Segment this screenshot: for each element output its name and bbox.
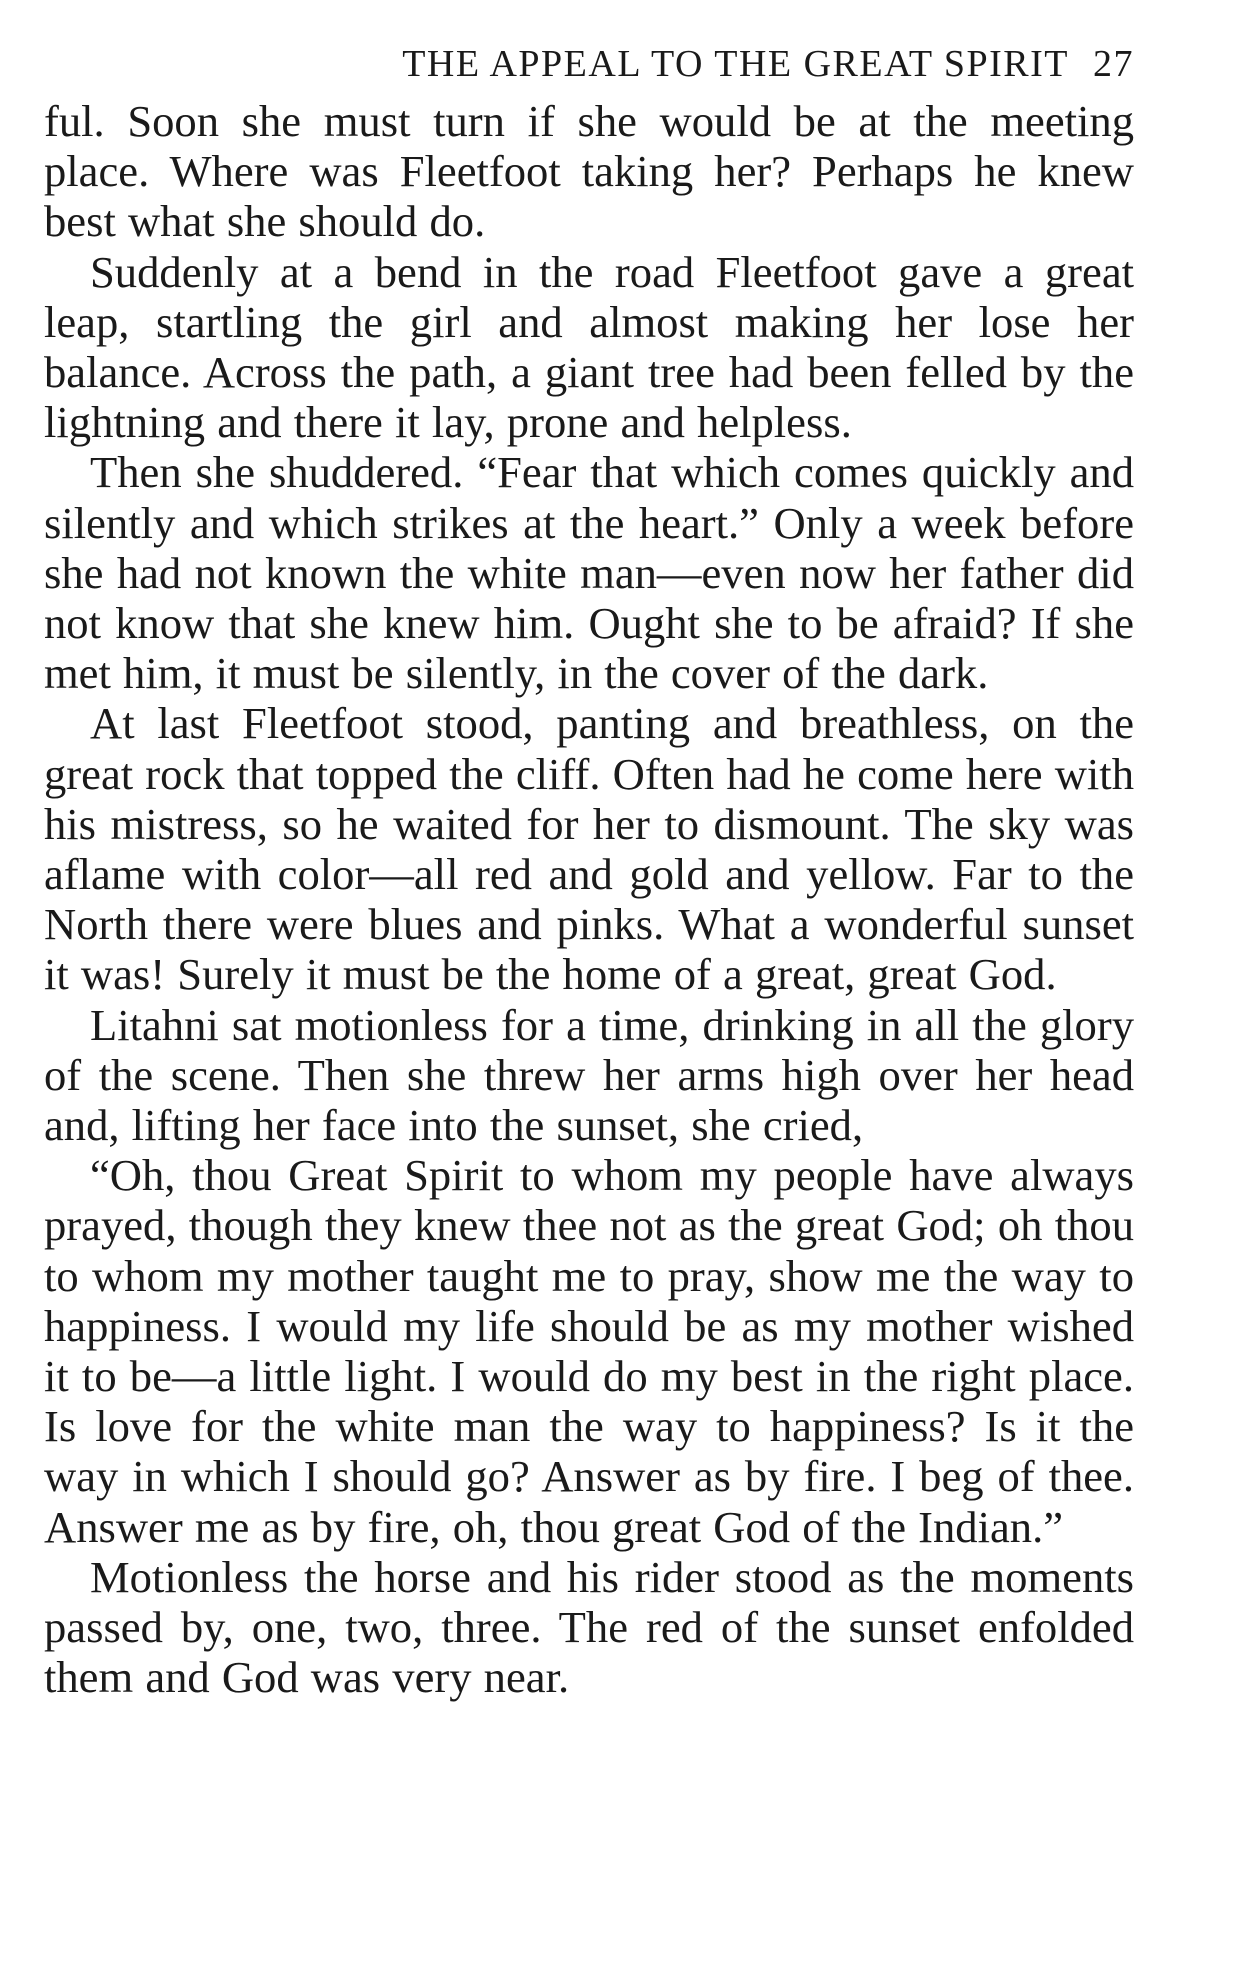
body-text xyxy=(44,96,1134,1703)
paragraph: Litahni sat motionless for a time, drinking in all the glory of the scene. Then she threw her arms high over her head and, lifting her face into the sunset, she cried, xyxy=(44,999,1134,1151)
running-head xyxy=(44,38,1134,90)
paragraph: Suddenly at a bend in the road Fleetfoot gave a great leap, startling the girl and almost making her lose her balance. Across the path, a giant tree had been felled by the lightning and there it lay, prone and helpless. xyxy=(44,246,1134,448)
paragraph-continuation: ful. Soon she must turn if she would be at the meeting place. Where was Fleetfoot taking her? Perhaps he knew best what she should do. xyxy=(44,96,1134,247)
paragraph: Then she shuddered. “Fear that which comes quickly and silently and which strikes at the heart.” Only a week before she had not known the white man—even now her father did not know that she knew him. Ought she to be afraid? If she met him, it must be silently, in the cover of the dark. xyxy=(44,447,1134,699)
book-page xyxy=(44,38,1134,1703)
running-title: THE APPEAL TO THE GREAT SPIRIT xyxy=(402,43,1069,85)
page-number: 27 xyxy=(1093,43,1134,85)
paragraph-prayer: “Oh, thou Great Spirit to whom my people have always prayed, though they knew thee not as the great God; oh thou to whom my mother taught me to pray, show me the way to happiness. I would my life should be as my mother wished it to be—a little light. I would do my best in the right place. Is love for the white man the way to happiness? Is it the way in which I should go? Answer as by fire. I beg of thee. Answer me as by fire, oh, thou great God of the Indian.” xyxy=(44,1150,1134,1552)
paragraph: At last Fleetfoot stood, panting and breathless, on the great rock that topped the cliff. Often had he come here with his mistress, so he waited for her to dismount. The sky was aflame with color—all red and gold and yellow. Far to the North there were blues and pinks. What a wonderful sunset it was! Surely it must be the home of a great, great God. xyxy=(44,698,1134,1000)
paragraph: Motionless the horse and his rider stood as the moments passed by, one, two, three. The red of the sunset enfolded them and God was very near. xyxy=(44,1551,1134,1703)
